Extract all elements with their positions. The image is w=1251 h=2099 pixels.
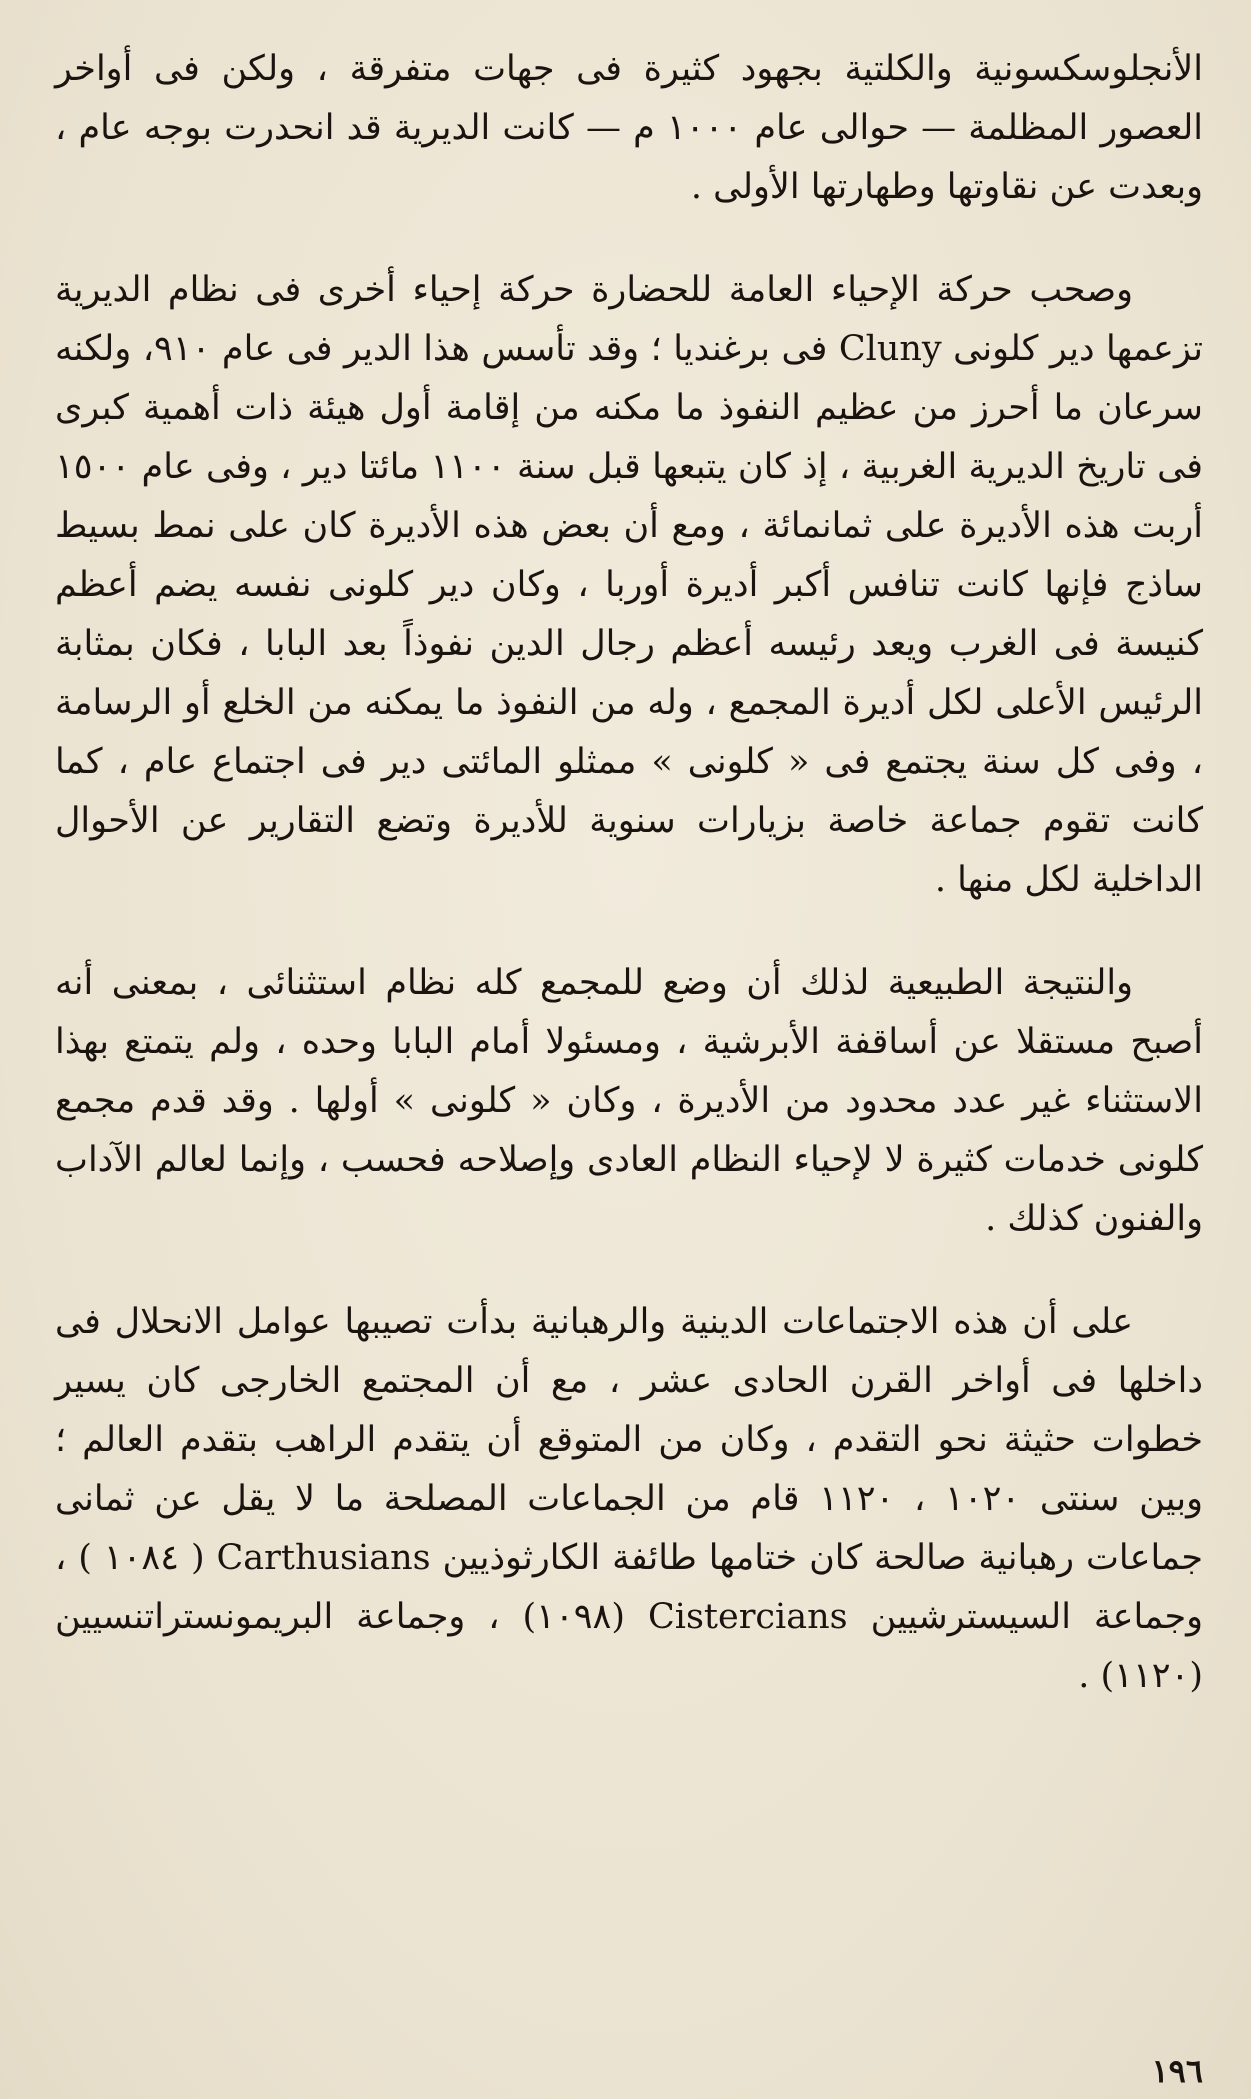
paragraph-gap xyxy=(55,217,1203,261)
page-number: ١٩٦ xyxy=(1151,2052,1203,2090)
paragraph-gap xyxy=(55,910,1203,954)
paragraph-4: على أن هذه الاجتماعات الدينية والرهبانية بدأت تصيبها عوامل الانحلال فى داخلها فى أواخر القرن الحادى عشر ، مع أن المجتمع الخارجى كان يسير خطوات حثيثة نحو التقدم ، وكان من المتوقع أن يتقدم الراهب بتقدم العالم ؛ وبين سنتى ١٠٢٠ ، ١١٢٠ قام من الجماعات المصلحة ما لا يقل عن ثمانى جماعات رهبانية صالحة كان ختامها طائفة الكارثوذيين Carthusians ( ١٠٨٤ ) ، وجماعة السيسترشيين Cistercians (١٠٩٨) ، وجماعة البريمونستراتنسيين (١١٢٠) . xyxy=(55,1302,1203,1696)
paragraph-gap xyxy=(55,1249,1203,1293)
paragraph-1: الأنجلوسكسونية والكلتية بجهود كثيرة فى جهات متفرقة ، ولكن فى أواخر العصور المظلمة — حوالى عام ١٠٠٠ م — كانت الديرية قد انحدرت بوجه عام ، وبعدت عن نقاوتها وطهارتها الأولى . xyxy=(55,49,1203,207)
paragraph-3: والنتيجة الطبيعية لذلك أن وضع للمجمع كله نظام استثنائى ، بمعنى أنه أصبح مستقلا عن أساقفة الأبرشية ، ومسئولا أمام البابا وحده ، ولم يتمتع بهذا الاستثناء غير عدد محدود من الأديرة ، وكان « كلونى » أولها . وقد قدم مجمع كلونى خدمات كثيرة لا لإحياء النظام العادى وإصلاحه فحسب ، وإنما لعالم الآداب والفنون كذلك . xyxy=(55,963,1203,1239)
body-text xyxy=(55,40,1203,1706)
paragraph-2: وصحب حركة الإحياء العامة للحضارة حركة إحياء أخرى فى نظام الديرية تزعمها دير كلونى Cluny فى برغنديا ؛ وقد تأسس هذا الدير فى عام ٩١٠، ولكنه سرعان ما أحرز من عظيم النفوذ ما مكنه من إقامة أول هيئة ذات أهمية كبرى فى تاريخ الديرية الغربية ، إذ كان يتبعها قبل سنة ١١٠٠ مائتا دير ، وفى عام ١٥٠٠ أربت هذه الأديرة على ثمانمائة ، ومع أن بعض هذه الأديرة كان على نمط بسيط ساذج فإنها كانت تنافس أكبر أديرة أوربا ، وكان دير كلونى نفسه يضم أعظم كنيسة فى الغرب ويعد رئيسه أعظم رجال الدين نفوذاً بعد البابا ، فكان بمثابة الرئيس الأعلى لكل أديرة المجمع ، وله من النفوذ ما يمكنه من الخلع أو الرسامة ، وفى كل سنة يجتمع فى « كلونى » ممثلو المائتى دير فى اجتماع عام ، كما كانت تقوم جماعة خاصة بزيارات سنوية للأديرة وتضع التقارير عن الأحوال الداخلية لكل منها . xyxy=(55,270,1203,900)
